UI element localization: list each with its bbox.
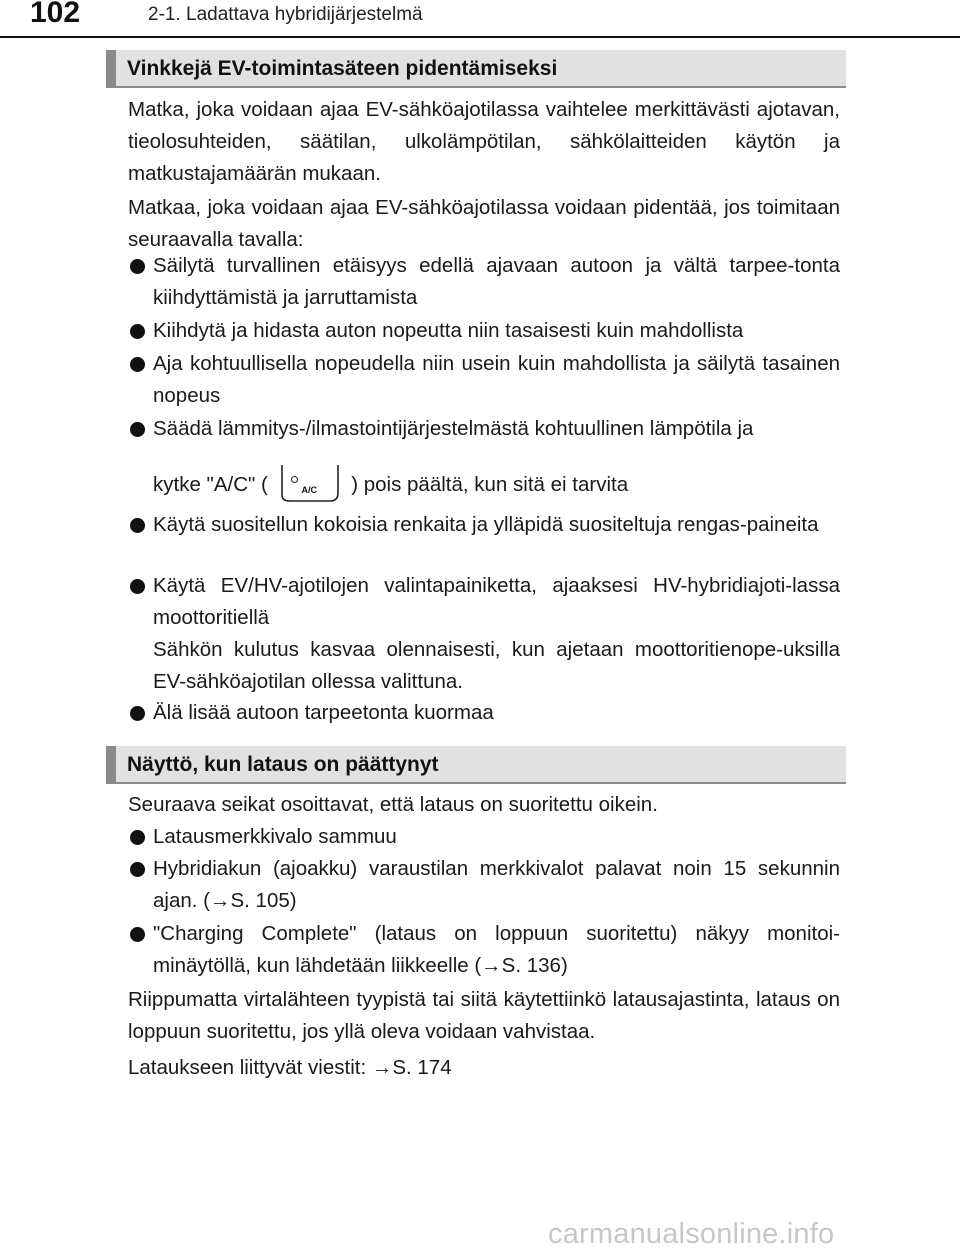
bullet-icon: [130, 324, 145, 339]
list-item: [128, 315, 840, 347]
section-title: Vinkkejä EV-toimintasäteen pidentämiseksi: [127, 57, 558, 80]
list-item-text: Älä lisää autoon tarpeetonta kuormaa: [153, 701, 494, 724]
bullet-icon: [130, 422, 145, 437]
paragraph: Matka, joka voidaan ajaa EV-sähköajotilassa vaihtelee merkittävästi ajotavan, tieolosuhteiden, säätilan, ulkolämpötilan, sähkölaitteiden käytön ja matkustajamäärän mukaan.: [128, 98, 840, 185]
list-item-text: "Charging Complete" (lataus on loppuun suoritettu) näkyy monitoi-minäytöllä, kun lähdetään liikkeelle (→S. 136): [153, 922, 840, 977]
list-item-note: Sähkön kulutus kasvaa olennaisesti, kun ajetaan moottoritienope-uksilla EV-sähköajotilan ollessa valittuna.: [153, 638, 840, 693]
section-heading-charging-complete: [106, 746, 846, 784]
list-item-ac: [128, 413, 840, 503]
bullet-icon: [130, 518, 145, 533]
list-item: [128, 697, 840, 729]
list-item-text-block: [153, 413, 840, 503]
list-item-text: kytke "A/C" (: [153, 473, 268, 496]
header-rule: [0, 36, 960, 38]
ac-label: A/C: [301, 485, 317, 495]
section-accent: [106, 50, 116, 86]
list-item-text: Käytä suositellun kokoisia renkaita ja ylläpidä suositeltuja rengas-paineita: [153, 513, 819, 536]
list-item: [128, 509, 840, 541]
bullet-icon: [130, 259, 145, 274]
list-item-text: Aja kohtuullisella nopeudella niin usein kuin mahdollista ja säilytä tasainen nopeus: [153, 352, 840, 407]
page-header: [0, 0, 960, 40]
list-item: [128, 853, 840, 917]
list-item-text: Säädä lämmitys-/ilmastointijärjestelmästä kohtuullinen lämpötila ja: [153, 417, 754, 440]
indicator-light-icon: [291, 476, 298, 483]
bullet-icon: [130, 830, 145, 845]
section-title: Näyttö, kun lataus on päättynyt: [127, 753, 439, 776]
bullet-icon: [130, 862, 145, 877]
paragraph: Matkaa, joka voidaan ajaa EV-sähköajotilassa voidaan pidentää, jos toimitaan seuraavalla tavalla:: [128, 196, 840, 251]
page-number: 102: [30, 0, 81, 29]
list-item: [128, 570, 840, 698]
list-item-text: Kiihdytä ja hidasta auton nopeutta niin tasaisesti kuin mahdollista: [153, 319, 744, 342]
list-item: [128, 918, 840, 982]
watermark: carmanualsonline.info: [548, 1218, 835, 1250]
list-item-text: ) pois päältä, kun sitä ei tarvita: [351, 473, 629, 496]
list-item-text: Latausmerkkivalo sammuu: [153, 825, 397, 848]
list-item: [128, 250, 840, 314]
list-item: [128, 821, 840, 853]
ac-line: [153, 463, 628, 503]
bullet-icon: [130, 357, 145, 372]
paragraph: Riippumatta virtalähteen tyypistä tai siitä käytettiinkö latausajastinta, lataus on loppuun suoritettu, jos yllä oleva voidaan vahvistaa.: [128, 988, 840, 1043]
bullet-icon: [130, 579, 145, 594]
section-heading-ev-range: [106, 50, 846, 88]
list-item-text: Hybridiakun (ajoakku) varaustilan merkkivalot palavat noin 15 sekunnin ajan. (→S. 105): [153, 857, 840, 912]
list-item-text: Käytä EV/HV-ajotilojen valintapainiketta, ajaaksesi HV-hybridiajoti-lassa moottoritiellä: [153, 574, 840, 629]
list-item-text-block: [153, 570, 840, 698]
ac-button-icon: [278, 463, 342, 503]
list-item: [128, 348, 840, 412]
chapter-title: 2-1. Ladattava hybridijärjestelmä: [148, 4, 423, 25]
paragraph: Seuraava seikat osoittavat, että lataus on suoritettu oikein.: [128, 793, 658, 816]
bullet-icon: [130, 927, 145, 942]
bullet-icon: [130, 706, 145, 721]
paragraph: Lataukseen liittyvät viestit: →S. 174: [128, 1056, 452, 1079]
list-item-text: Säilytä turvallinen etäisyys edellä ajavaan autoon ja vältä tarpee-tonta kiihdyttämistä ja jarruttamista: [153, 254, 840, 309]
section-accent: [106, 746, 116, 782]
